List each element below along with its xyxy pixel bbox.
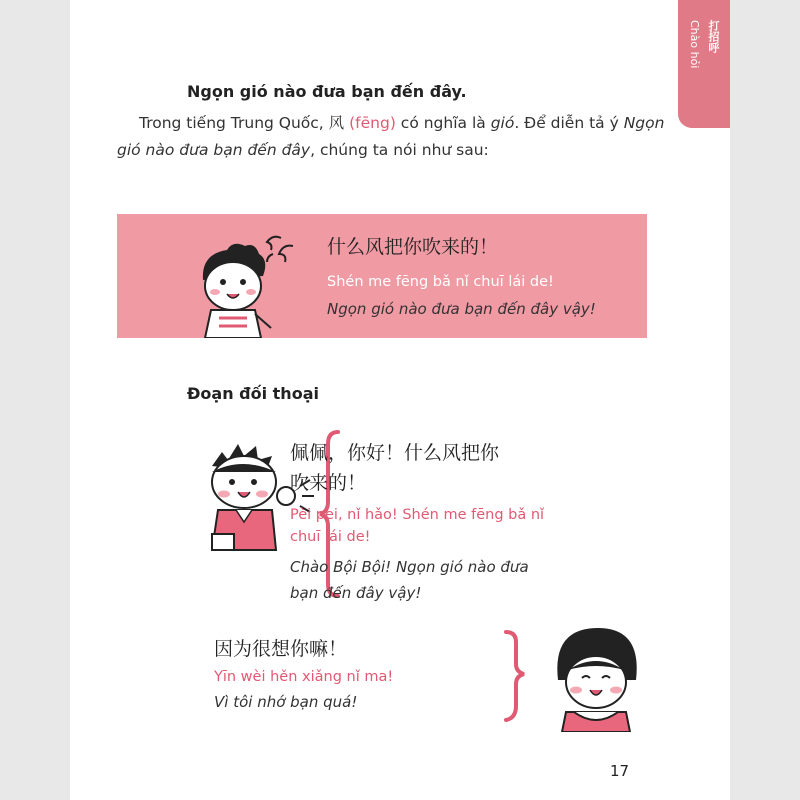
page-number: 17 [610, 762, 630, 780]
para-char: 风 [328, 114, 345, 132]
para-pinyin: (fēng) [349, 114, 396, 132]
para-word: gió [490, 114, 515, 132]
dialogue-1-chinese: 吹来的！ [290, 472, 367, 494]
intro-paragraph [117, 110, 677, 164]
dialogue-2-vietnamese: Vì tôi nhớ bạn quá! [214, 693, 358, 711]
phrase-chinese: 什么风把你吹来的！ [327, 236, 499, 258]
dialogue-line-1 [290, 438, 590, 606]
dialogue-2-pinyin: Yīn wèi hěn xiǎng nǐ ma! [214, 669, 394, 685]
para-text: có nghĩa là [395, 114, 491, 132]
dialogue-bracket-right [502, 630, 526, 722]
dialogue-2-chinese: 因为很想你嘛！ [214, 638, 348, 660]
chapter-tab-label: Chào hỏi [688, 20, 701, 69]
dialogue-1-chinese: 佩佩，你好！什么风把你 [290, 442, 500, 464]
dialogue-heading: Đoạn đối thoại [187, 384, 319, 403]
boy-illustration [189, 224, 299, 338]
phrase-vietnamese: Ngọn gió nào đưa bạn đến đây vậy! [327, 300, 596, 318]
dialogue-1-vietnamese: bạn đến đây vậy! [290, 584, 422, 602]
dialogue-line-2 [214, 634, 474, 711]
para-phrase: Ngọn gió nào đưa bạn đến đây [117, 114, 665, 159]
girl-speaker-illustration [544, 620, 644, 732]
chapter-tab-chinese: 打招呼 [707, 20, 720, 53]
section-heading: Ngọn gió nào đưa bạn đến đây. [187, 82, 467, 101]
dialogue-1-vietnamese: Chào Bội Bội! Ngọn gió nào đưa [290, 558, 529, 576]
chapter-tab [678, 0, 730, 128]
para-text: . Để diễn tả ý [514, 114, 624, 132]
phrase-box [117, 214, 647, 338]
para-text: Trong tiếng Trung Quốc, [139, 114, 329, 132]
para-text: , chúng ta nói như sau: [310, 141, 489, 159]
dialogue-1-pinyin: Pèi pei, nǐ hǎo! Shén me fēng bǎ nǐ [290, 507, 545, 523]
dialogue-1-pinyin: chuī lái de! [290, 529, 371, 545]
phrase-pinyin: Shén me fēng bǎ nǐ chuī lái de! [327, 274, 554, 290]
